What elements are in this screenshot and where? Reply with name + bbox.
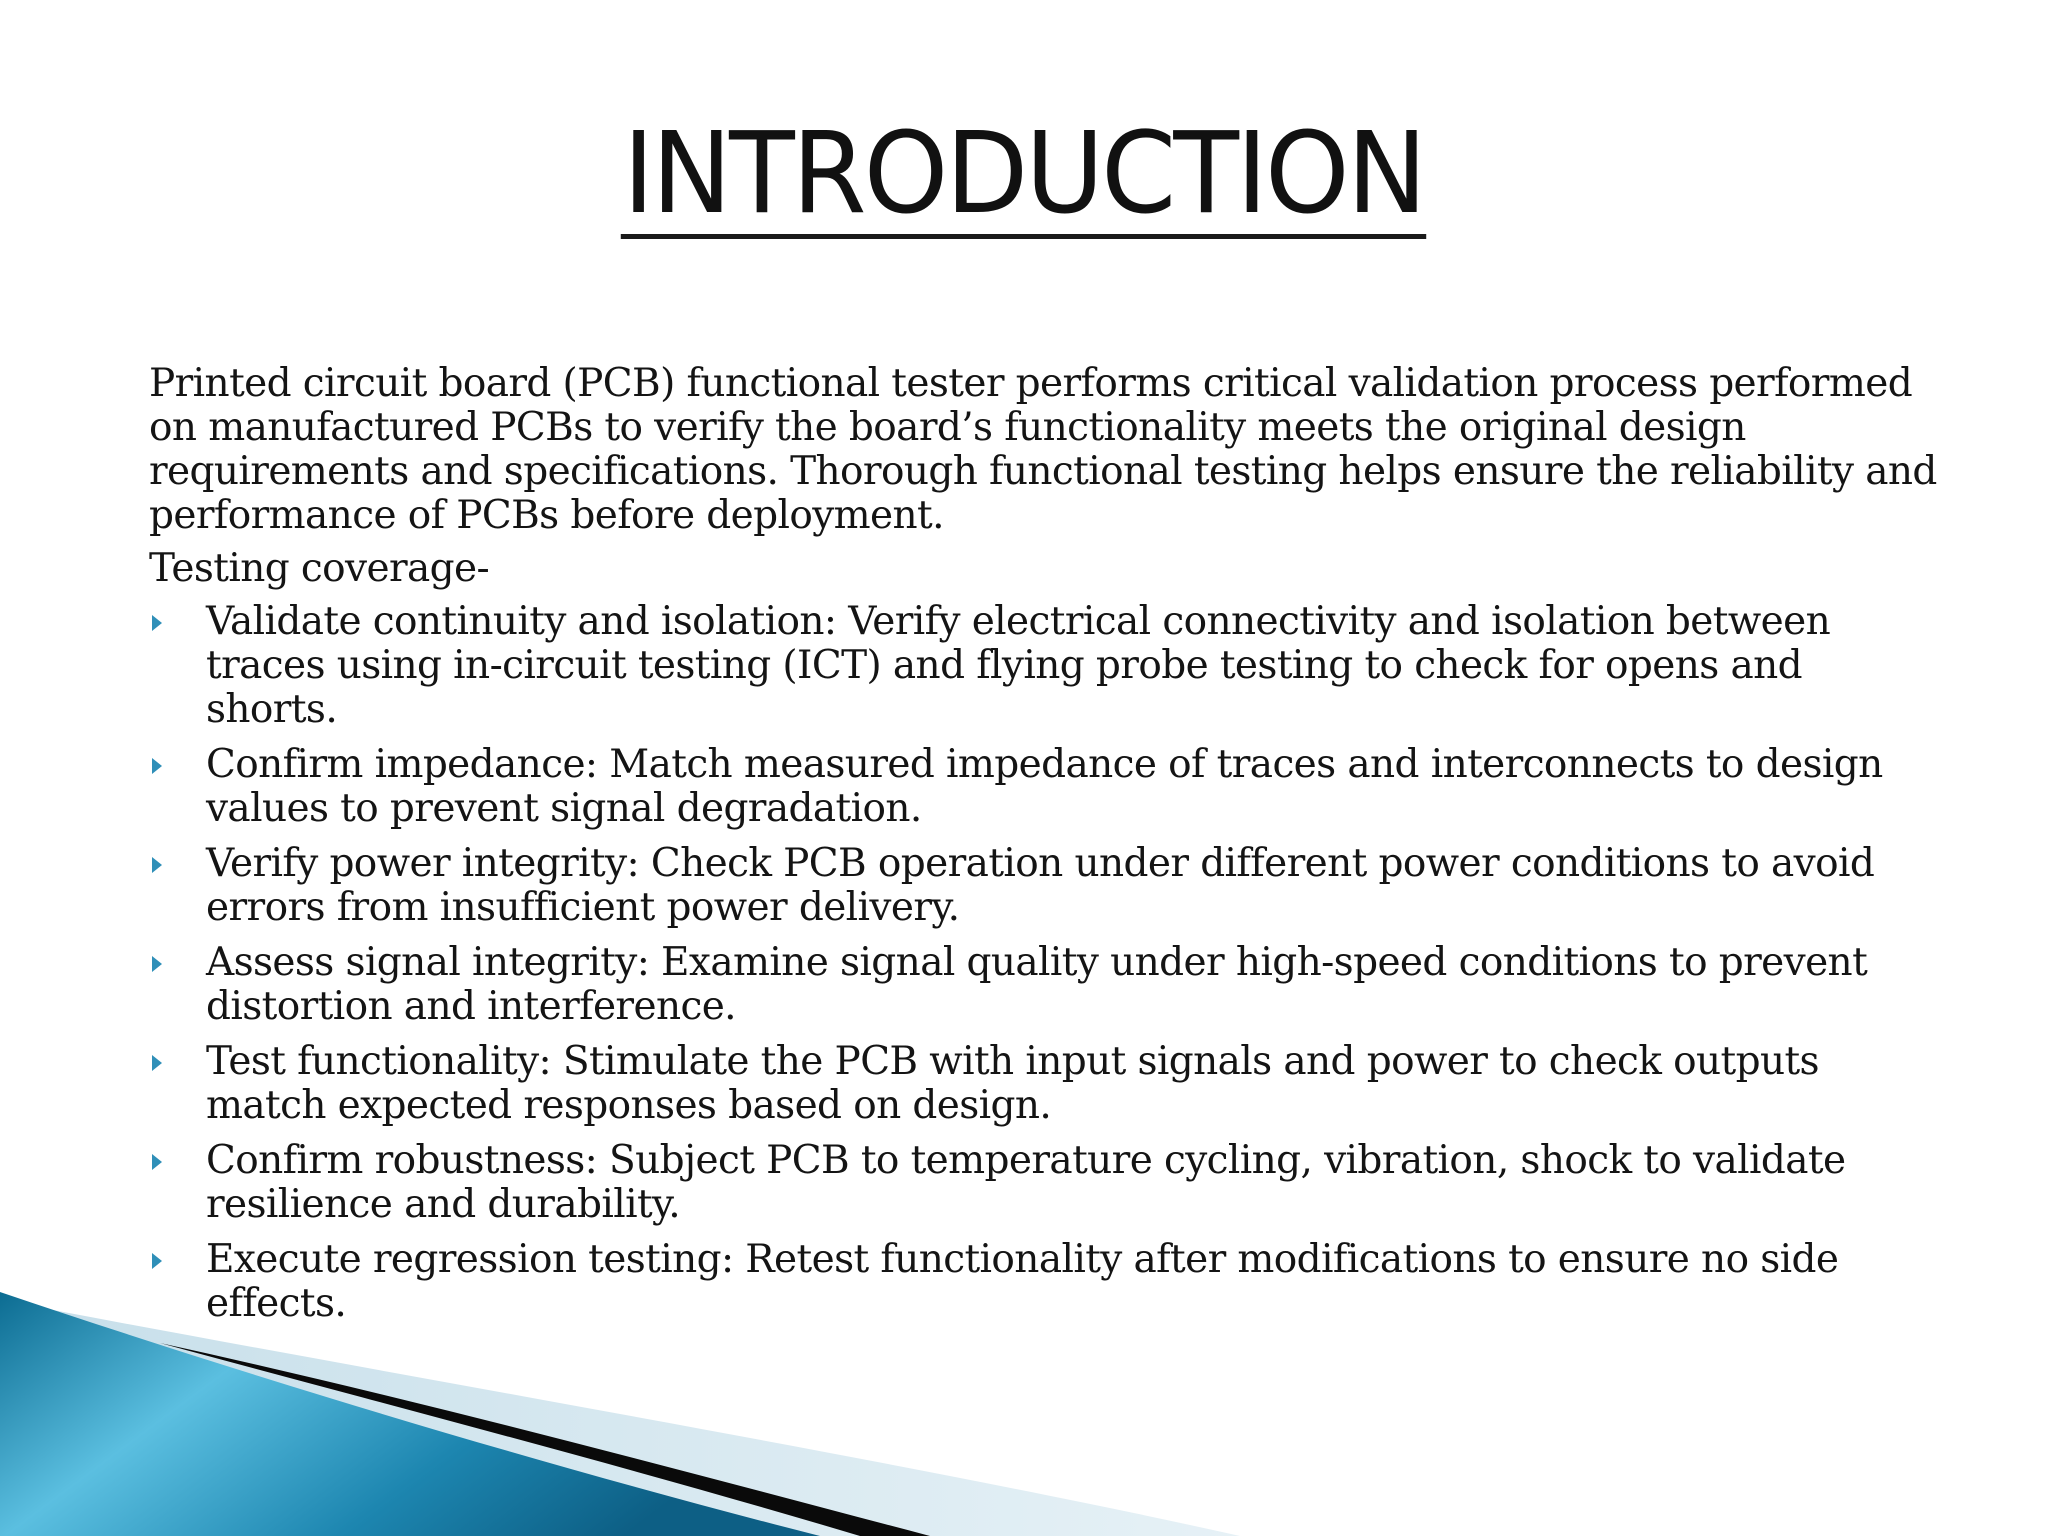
bullet-text: Confirm robustness: Subject PCB to temperature cycling, vibration, shock to validate resilience and durability. [206, 1138, 1846, 1227]
bullet-text: Execute regression testing: Retest functionality after modifications to ensure no side effects. [206, 1237, 1839, 1326]
bullet-text: Assess signal integrity: Examine signal quality under high-speed conditions to prevent distortion and interference. [206, 940, 1868, 1029]
bullet-text: Verify power integrity: Check PCB operation under different power conditions to avoid errors from insufficient power delivery. [206, 841, 1875, 930]
intro-paragraph: Printed circuit board (PCB) functional tester performs critical validation process performed on manufactured PCBs to verify the board’s functionality meets the original design requirements and specifications. Thorough functional testing helps ensure the reliability and performance of PCBs before deployment. [149, 361, 1937, 538]
coverage-heading: Testing coverage- [149, 546, 490, 591]
bullet-text: Test functionality: Stimulate the PCB with input signals and power to check outputs match expected responses based on design. [206, 1039, 1819, 1128]
bullet-text: Validate continuity and isolation: Verify electrical connectivity and isolation between traces using in-circuit testing (ICT) and flying probe testing to check for opens and shorts. [206, 599, 1831, 732]
bullet-text: Confirm impedance: Match measured impedance of traces and interconnects to design values to prevent signal degradation. [206, 742, 1883, 831]
slide-title: INTRODUCTION [623, 109, 1425, 239]
